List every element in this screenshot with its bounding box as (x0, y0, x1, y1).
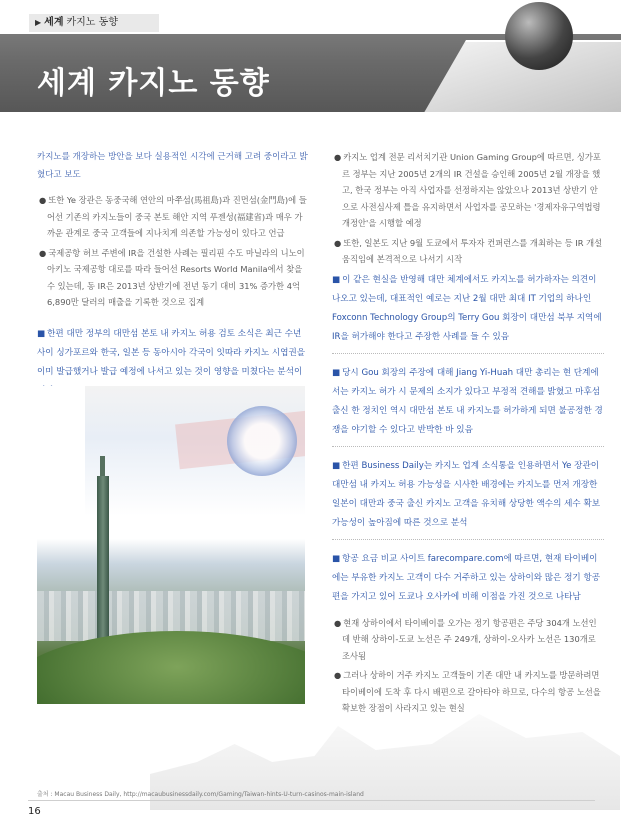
dot-icon: ● (334, 152, 342, 162)
dot-icon: ● (39, 195, 47, 205)
source-citation: 출처 : Macau Business Daily, http://macaubusinessdaily.com/Gaming/Taiwan-hints-U-turn-casinos-main-island (37, 791, 364, 798)
triangle-right-icon: ▶ (35, 18, 42, 27)
blue-square-icon: ■ (37, 328, 46, 339)
right-column (332, 149, 604, 720)
right-sub-bullet-a: ● 카지노 업계 전문 리서치기관 Union Gaming Group에 따르면, 싱가포르 정부는 지난 2005년 2개의 IR 건설을 승인해 2005년 2월 개장을 했고, 한국 정부는 아직 사업자를 선정하지는 않았으나 2013년 상반기 안으로 사전심사제 틀을 유지하면서 사업자를 공모하는 '경제자유구역법령 개정안'을 시행할 예정 (334, 152, 601, 228)
blue-square-icon: ■ (332, 553, 341, 564)
page-header (0, 0, 621, 112)
lead-paragraph: 카지노를 개장하는 방안을 보다 실용적인 시각에 근거해 고려 중이라고 밝혔다고 보도 (37, 152, 308, 180)
dot-icon: ● (334, 617, 342, 628)
blue-square-icon: ■ (332, 367, 341, 378)
taipei-skyline-photo (37, 386, 305, 704)
dot-icon: ● (334, 237, 342, 248)
blue-square-icon: ■ (332, 460, 341, 471)
right-highlight-paragraph-4: ■ 항공 요금 비교 사이트 farecompare.com에 따르면, 현재 타이베이에는 부유한 카지노 고객이 다수 거주하고 있는 상하이와 많은 정기 항공편을 가지고 있어 도쿄나 오사카에 비해 이점을 가진 것으로 나타남 (332, 553, 601, 602)
dotted-divider (332, 353, 604, 354)
right-sub-bullet-d: ● 그러나 상하이 거주 카지노 고객들이 기존 대만 내 카지노를 방문하려면 타이베이에 도착 후 다시 배편으로 갈아타야 하므로, 다수의 항공 노선을 확보한 장점이 사라지고 있는 현실 (334, 670, 601, 713)
dot-icon: ● (334, 670, 342, 680)
right-highlight-paragraph-3: ■ 한편 Business Daily는 카지노 업계 소식통을 인용하면서 Ye 장관이 대만섬 내 카지노 허용 가능성을 시사한 배경에는 카지노를 먼저 개장한 일본이 대만과 중국 출신 카지노 고객을 유치해 상당한 액수의 세수 확보 가능성이 높아짐에 따른 것으로 분석 (332, 460, 601, 528)
left-sub-bullet-1: ● 또한 Ye 장관은 동중국해 연안의 마쭈섬(馬祖島)과 진먼섬(金門島)에 들어선 기존의 카지노들이 중국 본토 해안 지역 푸젠성(福建省)과 매우 가까운 관계로 중국 고객들에 지나치게 의존할 가능성이 있다고 언급 (39, 195, 307, 238)
left-sub-bullet-2: ● 국제공항 허브 주변에 IR을 건설한 사례는 필리핀 수도 마닐라의 니노이 아키노 국제공항 대로를 따라 들어선 Resorts World Manila에서 찾을 수 있는데, 동 IR은 2013년 상반기에 전년 동기 대비 31% 증가한 4억 6,890만 달러의 매출을 기록한 것으로 집계 (39, 247, 305, 307)
taipei-101-tower (97, 476, 109, 646)
page-number: 16 (28, 806, 41, 817)
left-column (37, 149, 309, 401)
green-hill (37, 631, 305, 704)
dotted-divider (332, 446, 604, 447)
section-tag-text: 카지노 동향 (66, 17, 118, 28)
dotted-divider (332, 539, 604, 540)
right-sub-bullet-b: ● 또한, 일본도 지난 9월 도쿄에서 투자자 컨퍼런스를 개최하는 등 IR 개설 움직임에 본격적으로 나서기 시작 (334, 237, 603, 264)
right-sub-bullet-c: ● 현재 상하이에서 타이베이를 오가는 정기 항공편은 주당 304개 노선인데 반해 상하이-도쿄 노선은 주 249개, 상하이-오사카 노선은 130개로 조사됨 (334, 617, 597, 661)
left-highlight-paragraph: ■ 한편 대만 정부의 대만섬 본토 내 카지노 허용 검토 소식은 최근 수년 사이 싱가포르와 한국, 일본 등 동아시아 각국이 잇따라 카지노 시엽권을 이미 발급했거나 발급 예정에 나서고 있는 것이 영향을 미쳤다는 분석이 (37, 328, 306, 377)
section-tag (29, 14, 159, 32)
globe-image (505, 2, 573, 70)
blue-square-icon: ■ (332, 274, 341, 285)
dot-icon: ● (39, 247, 47, 258)
section-tag-bold: 세계 (44, 17, 64, 28)
footer-rule (28, 800, 595, 801)
right-highlight-paragraph-1: ■ 이 같은 현실을 반영해 대만 체계에서도 카지노를 허가하자는 의견이 나오고 있는데, 대표적인 예로는 지난 2월 대만 최대 IT 기업의 하나인 Foxconn Technology Group의 Terry Gou 회장이 대만섬 북부 지역에 IR을 허가해야 한다고 주장한 사례를 들 수 있음 (332, 274, 602, 342)
flag-sun-emblem (227, 406, 297, 476)
page-title: 세계 카지노 동향 (37, 66, 270, 101)
right-highlight-paragraph-2: ■ 당시 Gou 회장의 주장에 대해 Jiang Yi-Huah 대만 총리는 현 단계에서는 카지노 허가 시 문제의 소지가 있다고 부정적 견해를 밝혔고 마후섬 출신 한 정치인 역시 대만섬 본토 내 카지노를 허가하게 되면 불공정한 경쟁을 야기할 수 있다고 반박한 바 있음 (332, 367, 603, 435)
